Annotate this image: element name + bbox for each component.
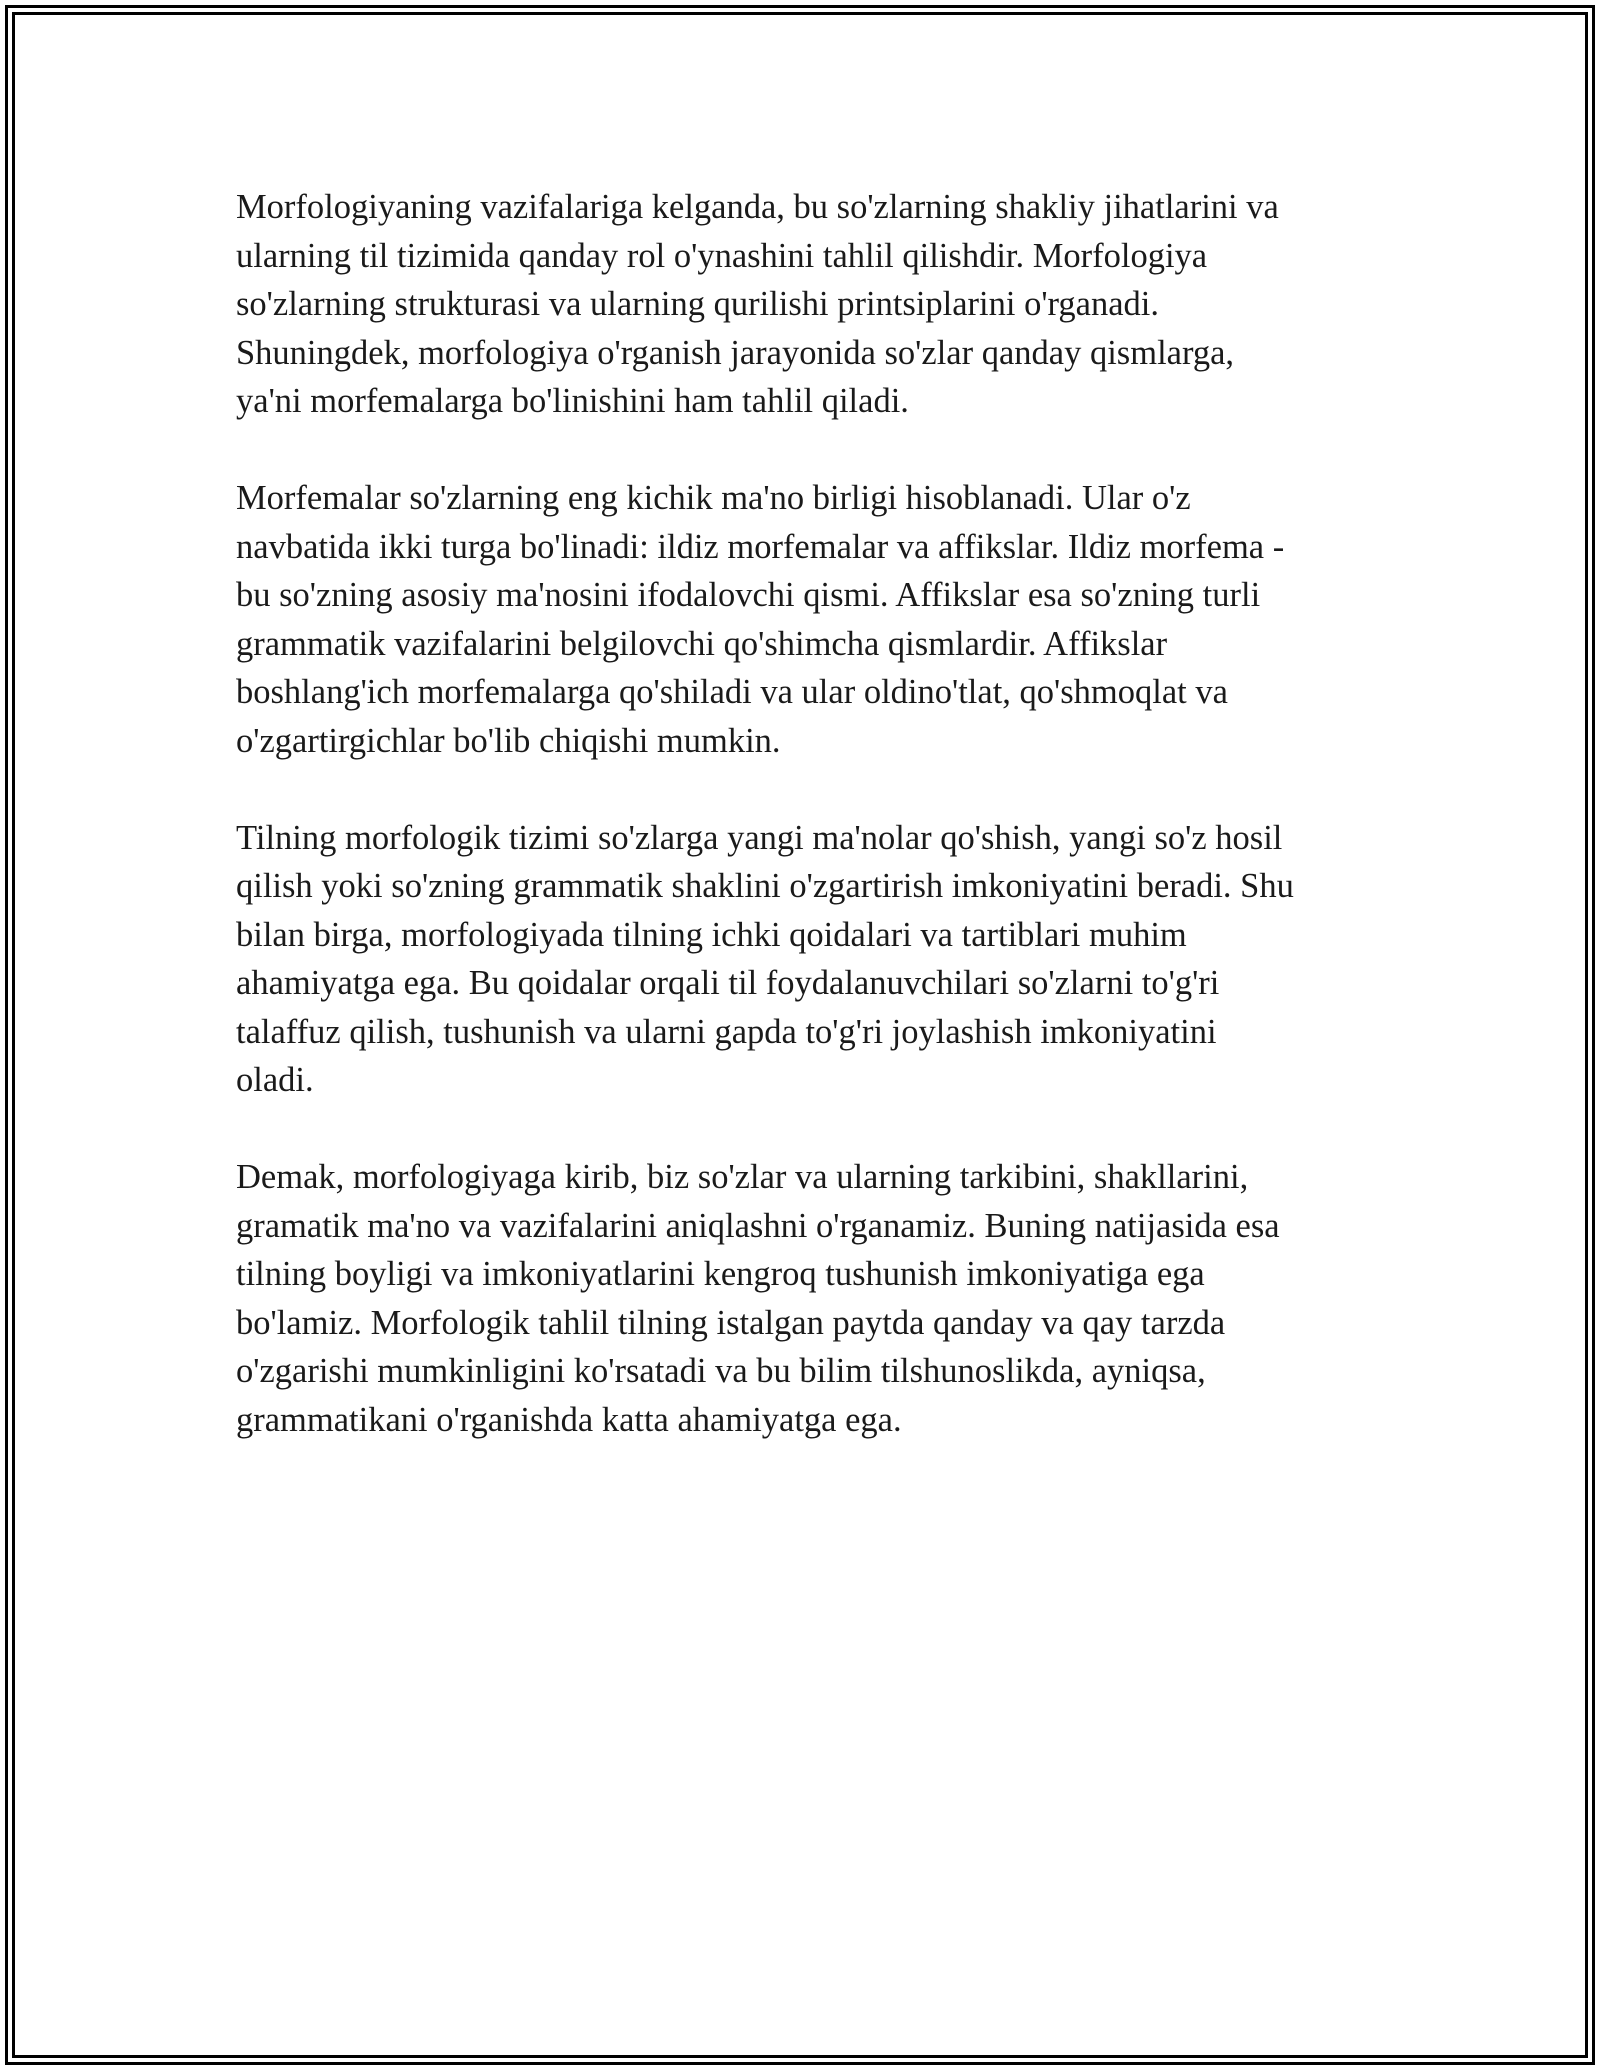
- paragraph-2: Morfemalar so'zlarning eng kichik ma'no birligi hisoblanadi. Ular o'z navbatida ikki turga bo'linadi: ildiz morfemalar va affikslar. Ildiz morfema - bu so'zning asosiy ma'nosini ifodalovchi qismi. Affikslar esa so'zning turli grammatik vazifalarini belgilovchi qo'shimcha qismlardir. Affikslar boshlang'ich morfemalarga qo'shiladi va ular oldino'tlat, qo'shmoqlat va o'zgartirgichlar bo'lib chiqishi mumkin.: [236, 479, 1285, 760]
- paragraph-1: Morfologiyaning vazifalariga kelganda, bu so'zlarning shakliy jihatlarini va ularning til tizimida qanday rol o'ynashini tahlil qilishdir. Morfologiya so'zlarning strukturasi va ularning qurilishi printsiplarini o'rganadi. Shuningdek, morfologiya o'rganish jarayonida so'zlar qanday qismlarga, ya'ni morfemalarga bo'linishini ham tahlil qiladi.: [236, 188, 1279, 420]
- paragraph-4: Demak, morfologiyaga kirib, biz so'zlar va ularning tarkibini, shakllarini, gramatik ma'no va vazifalarini aniqlashni o'rganamiz. Buning natijasida esa tilning boyligi va imkoniyatlarini kengroq tushunish imkoniyatiga ega bo'lamiz. Morfologik tahlil tilning istalgan paytda qanday va qay tarzda o'zgarishi mumkinligini ko'rsatadi va bu bilim tilshunoslikda, ayniqsa, grammatikani o'rganishda katta ahamiyatga ega.: [236, 1158, 1280, 1439]
- paragraph-3: Tilning morfologik tizimi so'zlarga yangi ma'nolar qo'shish, yangi so'z hosil qilish yoki so'zning grammatik shaklini o'zgartirish imkoniyatini beradi. Shu bilan birga, morfologiyada tilning ichki qoidalari va tartiblari muhim ahamiyatga ega. Bu qoidalar orqali til foydalanuvchilari so'zlarni to'g'ri talaffuz qilish, tushunish va ularni gapda to'g'ri joylashish imkoniyatini oladi.: [236, 818, 1294, 1099]
- document-body: [236, 183, 1376, 1493]
